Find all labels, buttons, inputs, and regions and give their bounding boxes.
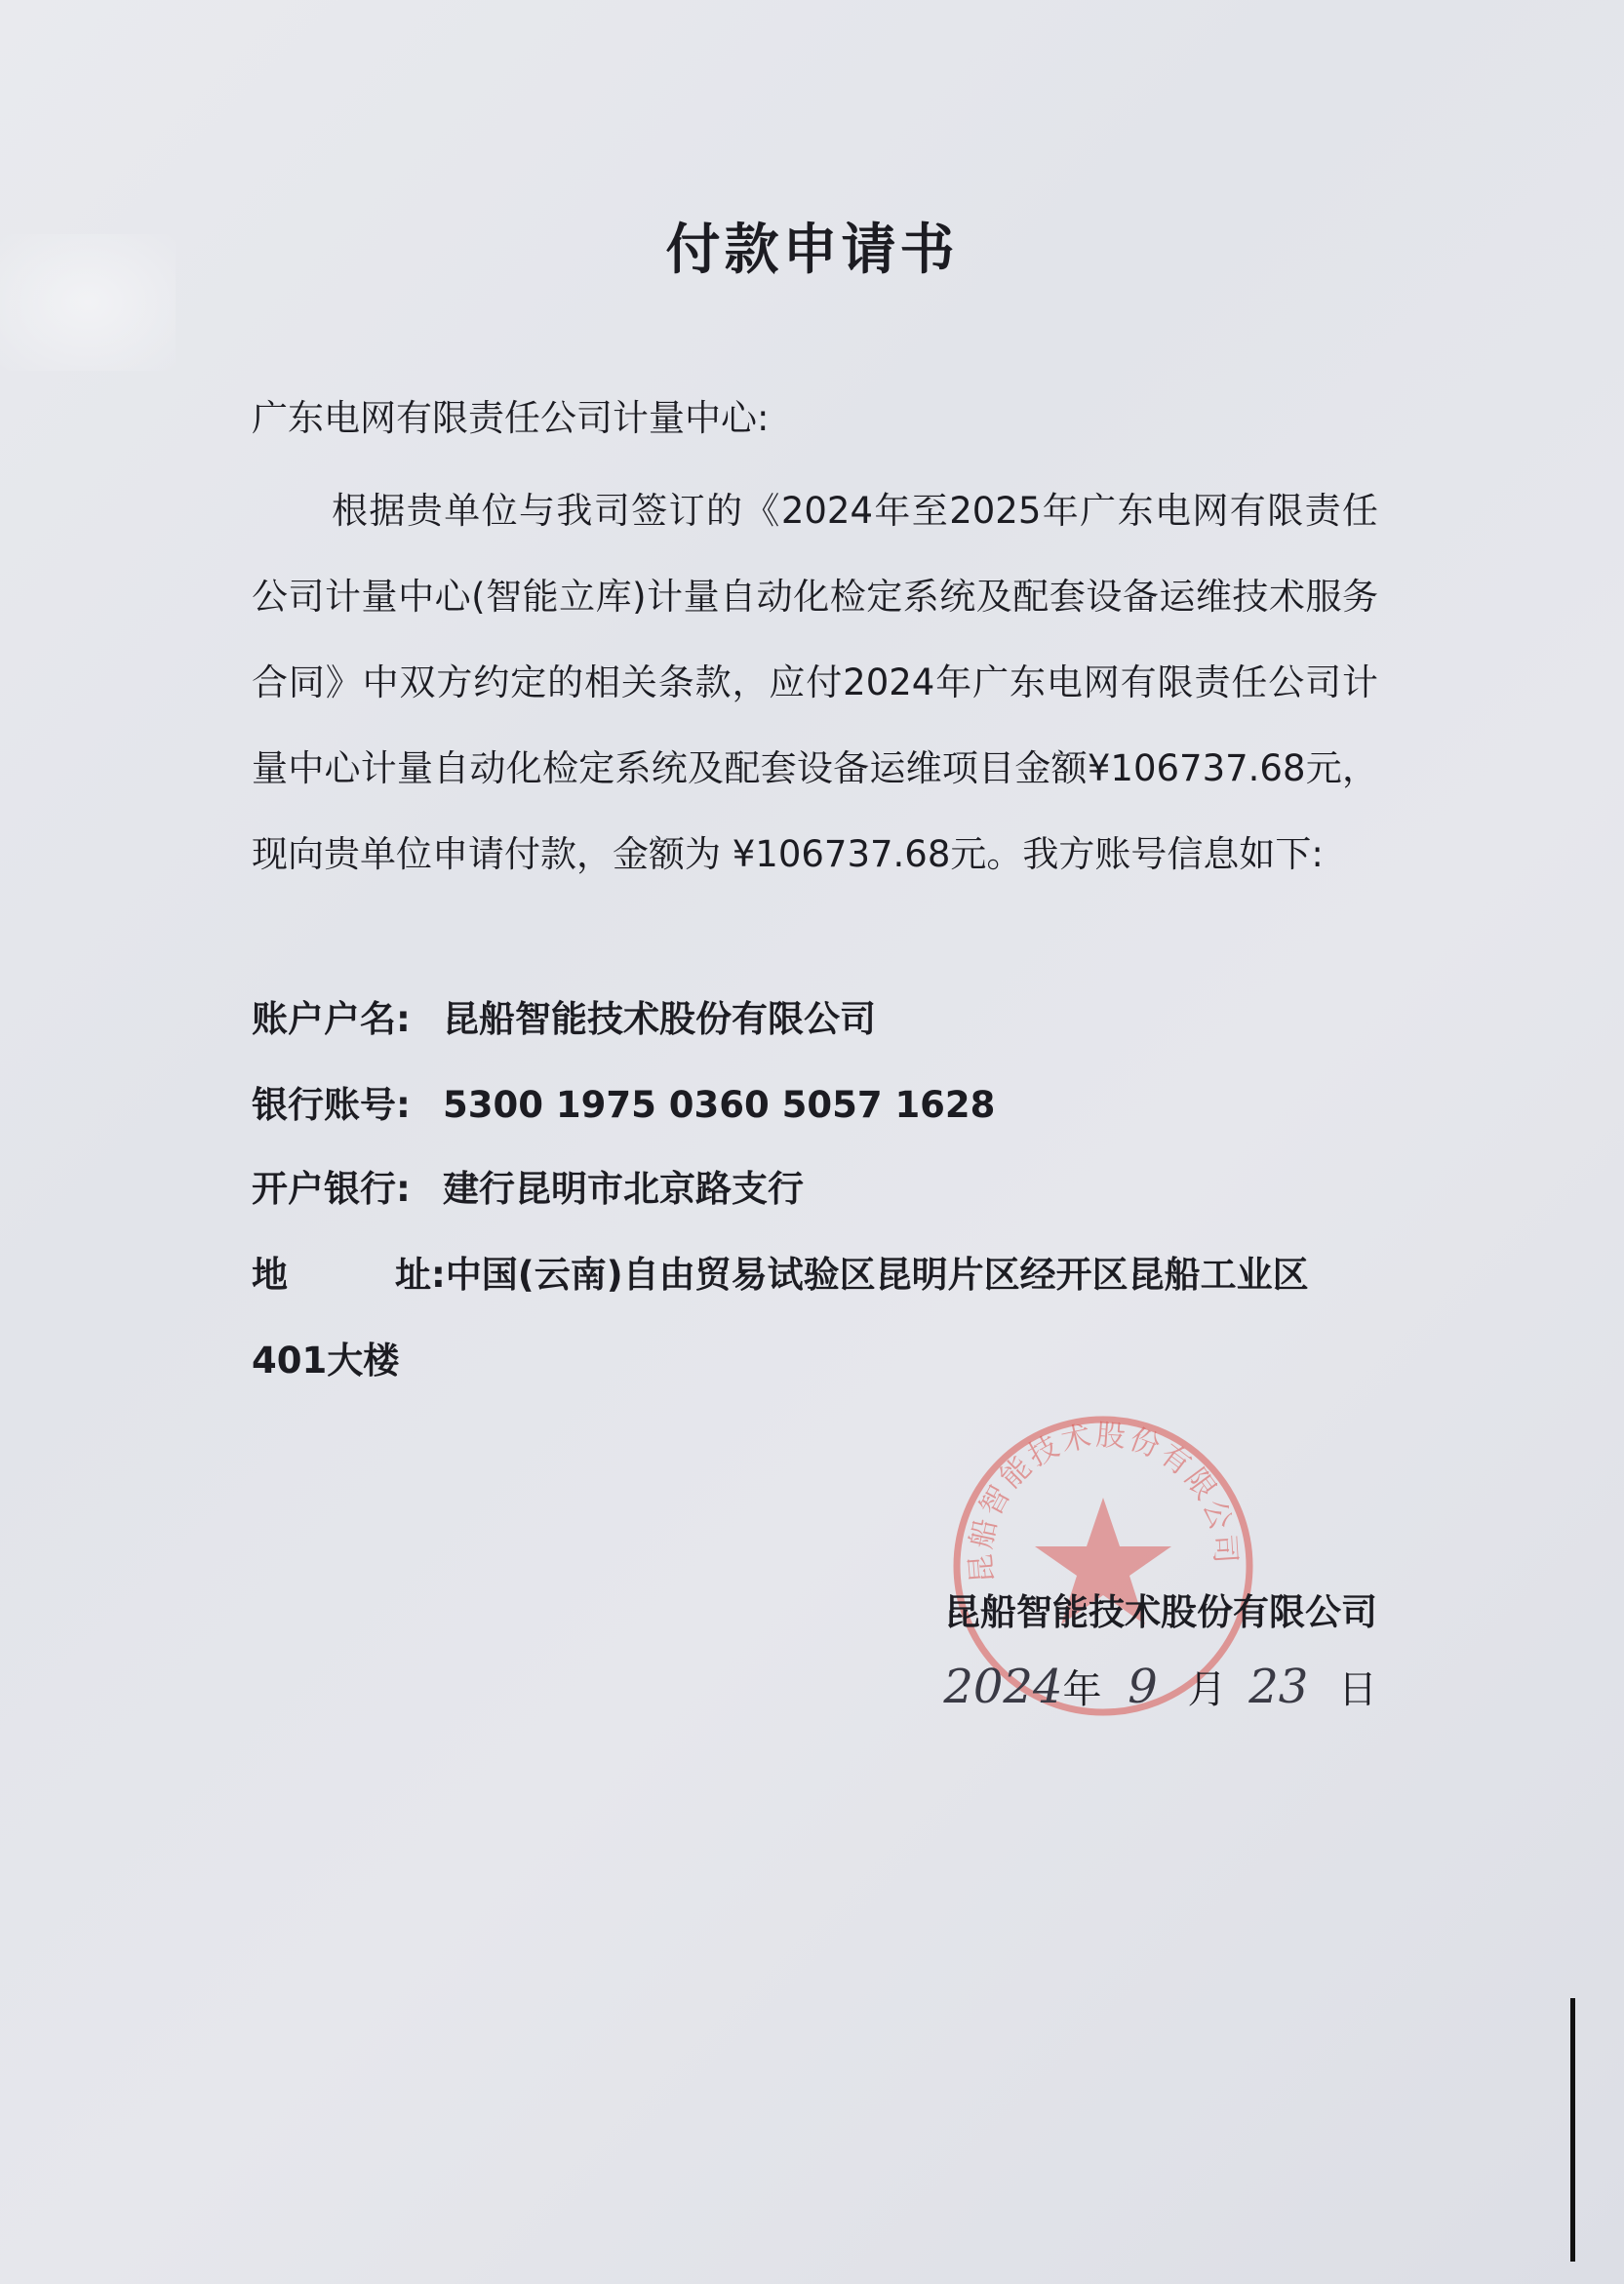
account-number-line: [252, 1075, 995, 1128]
address-value-1: 中国(云南)自由贸易试验区昆明片区经开区昆船工业区: [445, 1254, 1309, 1296]
address-label-2: 址:: [395, 1254, 446, 1296]
seal-text: 昆船智能技术股份有限公司: [964, 1418, 1243, 1584]
document-title: 付款申请书: [665, 219, 959, 282]
address-line: [252, 1245, 1309, 1298]
address-label-1: 地: [252, 1254, 288, 1296]
account-number-label: 银行账号:: [252, 1084, 411, 1126]
address-value-2: 401大楼: [252, 1340, 400, 1382]
account-name-line: [252, 989, 876, 1042]
bank-label: 开户银行:: [252, 1168, 411, 1210]
signature-company: 昆船智能技术股份有限公司: [944, 1591, 1377, 1633]
bank-line: [252, 1159, 804, 1212]
scan-edge-line: [1570, 1998, 1575, 2262]
handwritten-day: 23: [1248, 1660, 1309, 1714]
handwritten-month: 9: [1128, 1660, 1158, 1714]
addressee: 广东电网有限责任公司计量中心:: [252, 397, 770, 439]
handwritten-year: 2024: [943, 1660, 1063, 1714]
signature-date: [943, 1659, 1377, 1714]
year-char: 年: [1062, 1667, 1102, 1712]
address-line-2: [252, 1331, 399, 1383]
bank-value: 建行昆明市北京路支行: [443, 1168, 804, 1210]
day-char: 日: [1338, 1667, 1377, 1712]
body-paragraph: 根据贵单位与我司签订的《2024年至2025年广东电网有限责任公司计量中心(智能立库)计量自动化检定系统及配套设备运维技术服务合同》中双方约定的相关条款，应付2024年广东电网有限责任公司计量中心计量自动化检定系统及配套设备运维项目金额¥106737.68元，现向贵单位申请付款，金额为 ¥106737.68元。我方账号信息如下:: [252, 490, 1378, 875]
month-char: 月: [1187, 1667, 1227, 1712]
account-number-value: 5300 1975 0360 5057 1628: [443, 1084, 996, 1126]
account-name-value: 昆船智能技术股份有限公司: [443, 998, 876, 1040]
account-name-label: 账户户名:: [252, 998, 411, 1040]
